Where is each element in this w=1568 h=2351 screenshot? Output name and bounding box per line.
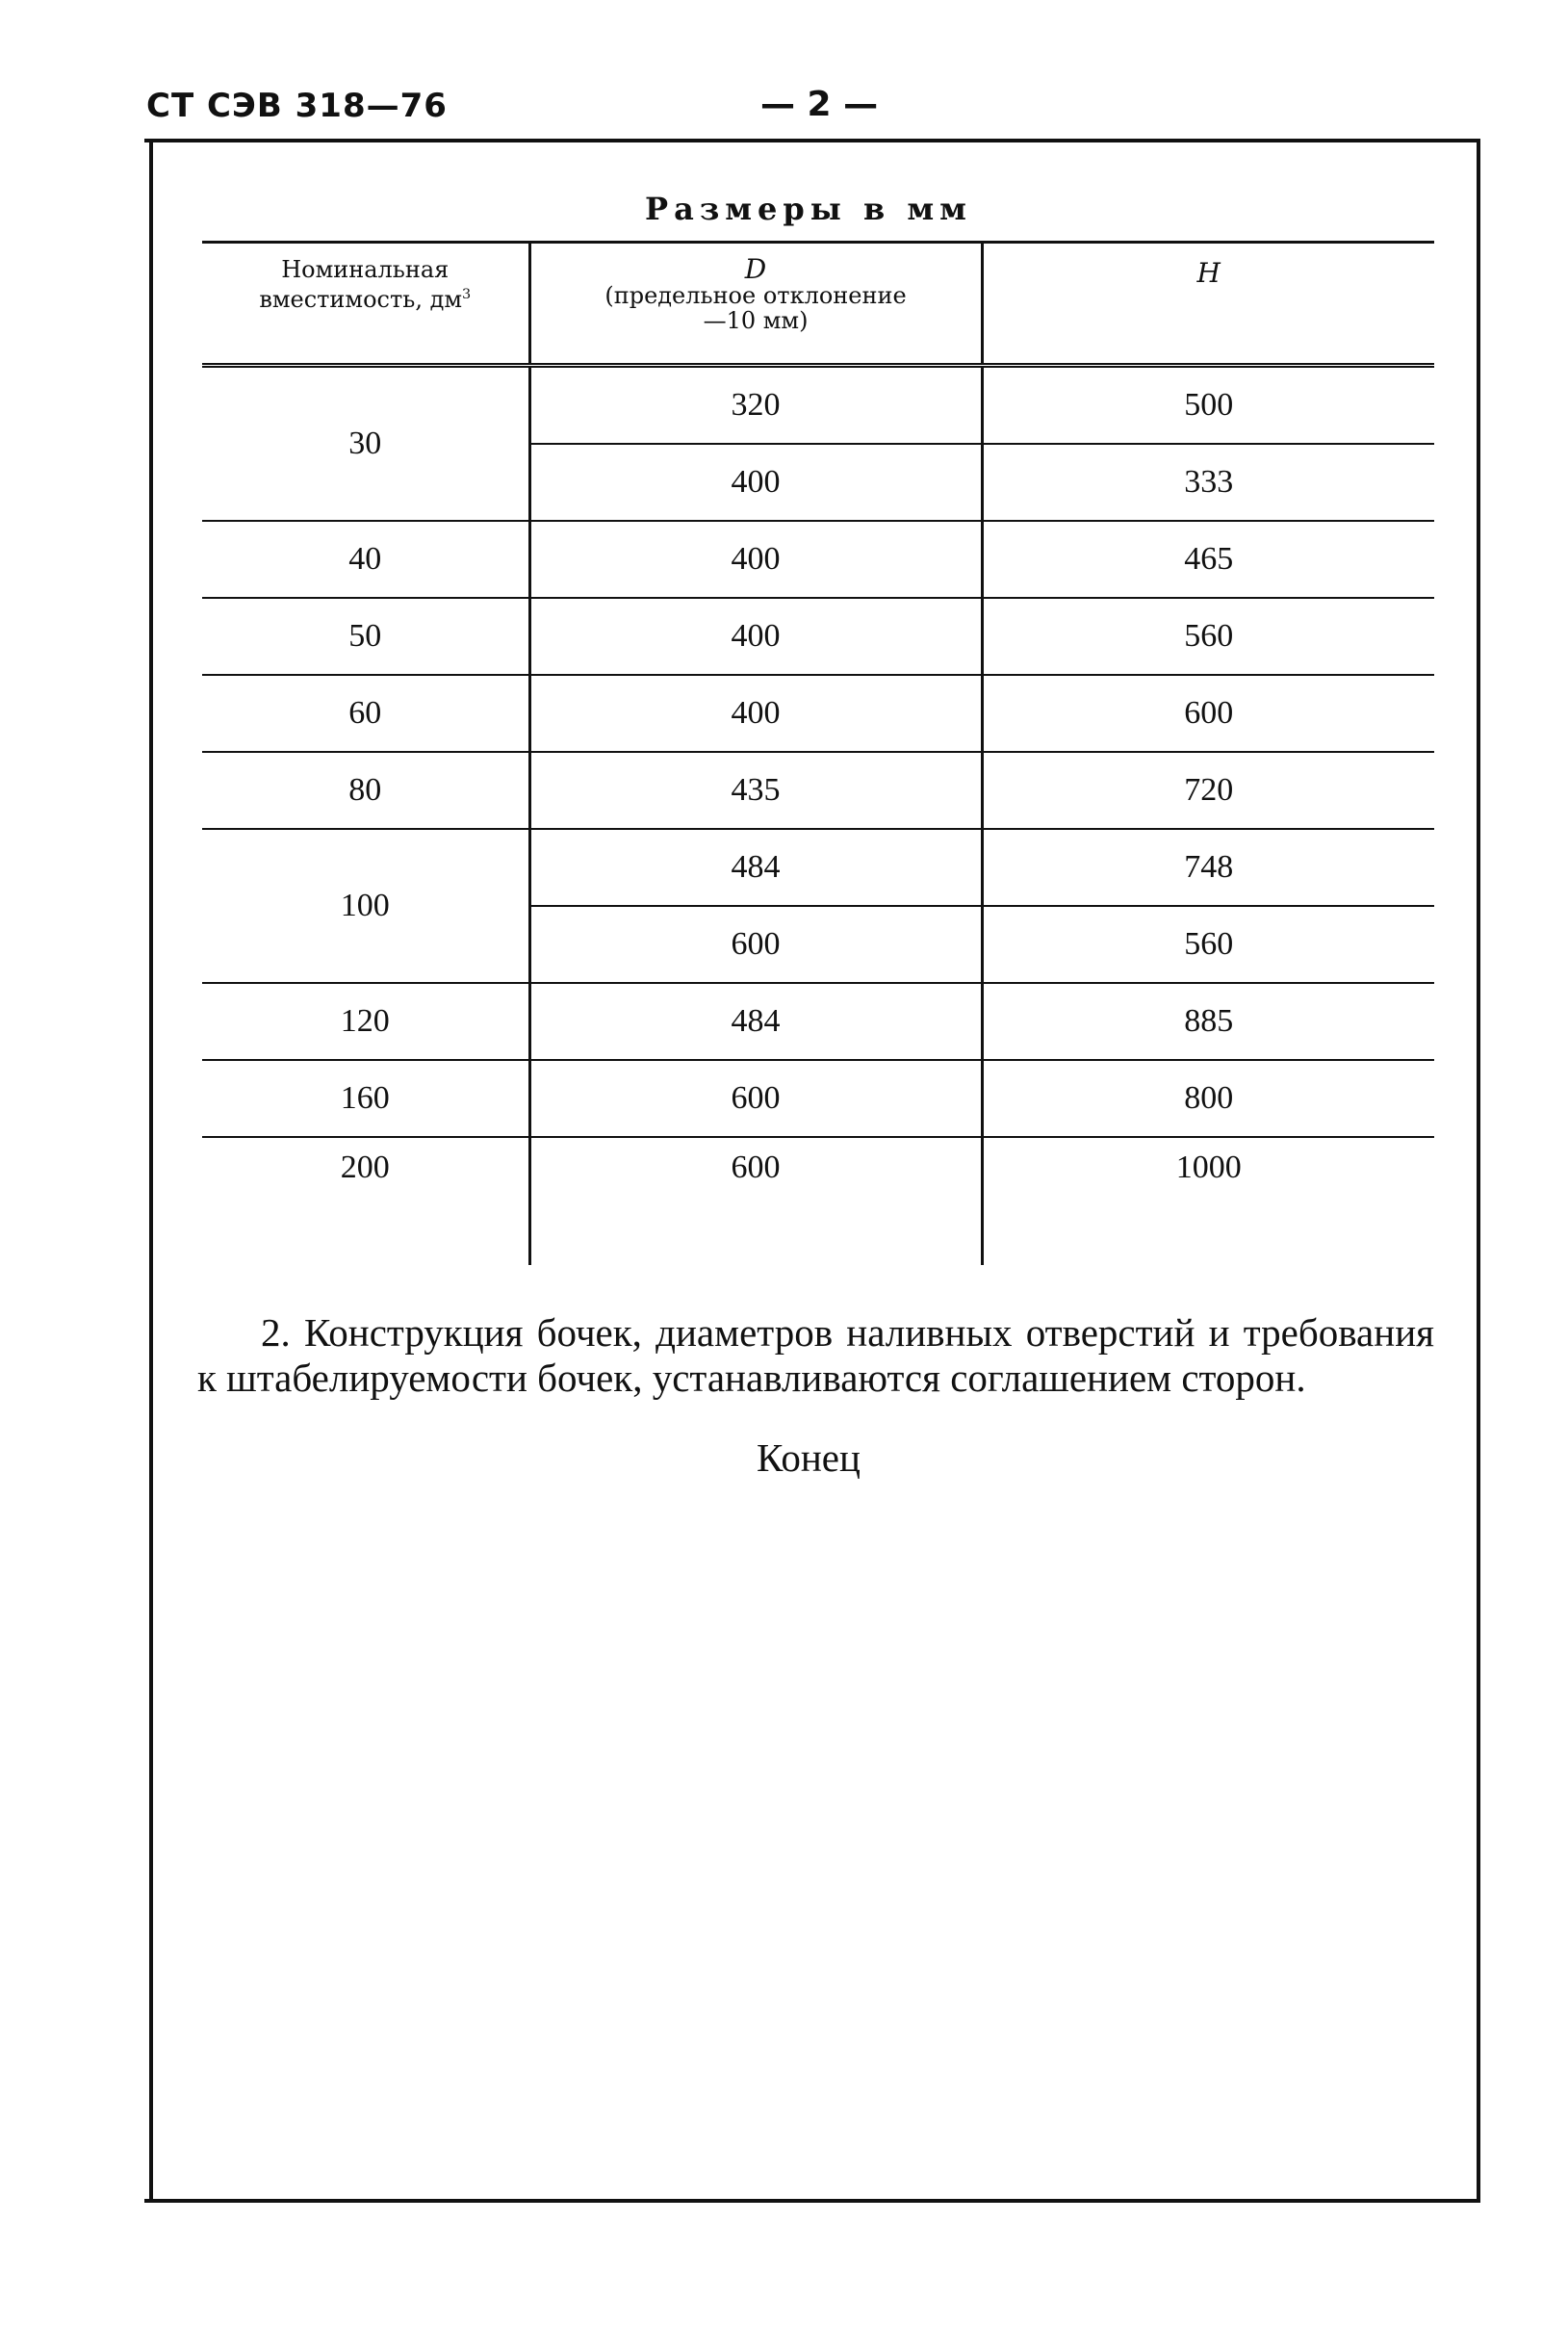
table-tail-cell	[982, 1227, 1434, 1265]
table-row	[202, 366, 1434, 445]
table-tail-row	[202, 1227, 1434, 1265]
table-row	[202, 1060, 1434, 1137]
height-column-header: H	[982, 243, 1434, 366]
diameter-cell: 400	[529, 444, 982, 521]
diameter-cell: 400	[529, 675, 982, 752]
table-row	[202, 1137, 1434, 1227]
document-code: СТ СЭВ 318—76	[146, 87, 448, 125]
capacity-cell: 30	[202, 366, 529, 522]
height-cell: 500	[982, 366, 1434, 445]
capacity-column-header	[202, 243, 529, 366]
capacity-cell: 60	[202, 675, 529, 752]
diameter-cell: 484	[529, 983, 982, 1060]
diameter-cell: 484	[529, 829, 982, 906]
diameter-cell: 435	[529, 752, 982, 829]
page-number: — 2 —	[760, 85, 879, 124]
frame-right-rule	[1477, 139, 1480, 2203]
height-cell: 1000	[1175, 1150, 1242, 1185]
diameter-tolerance-line-2: —10 мм)	[703, 307, 809, 334]
table-header-row	[202, 243, 1434, 366]
height-cell: 885	[982, 983, 1434, 1060]
height-cell: 560	[982, 598, 1434, 675]
table-row	[202, 521, 1434, 598]
diameter-symbol: D	[744, 253, 767, 285]
capacity-cell: 200	[202, 1137, 529, 1227]
capacity-header-unit-power: 3	[462, 287, 472, 302]
capacity-cell: 80	[202, 752, 529, 829]
table-tail-cell	[202, 1227, 529, 1265]
height-cell: 748	[982, 829, 1434, 906]
height-cell: 600	[982, 675, 1434, 752]
capacity-cell: 50	[202, 598, 529, 675]
diameter-cell: 600	[529, 1060, 982, 1137]
table-row	[202, 752, 1434, 829]
table-tail-cell	[529, 1227, 982, 1265]
body-paragraph: 2. Конструкция бочек, диаметров наливных отверстий и требования к штабелируемости бочек, устанавливаются соглашением сторон.	[197, 1310, 1434, 1400]
height-cell: 720	[982, 752, 1434, 829]
capacity-cell: 160	[202, 1060, 529, 1137]
capacity-cell: 120	[202, 983, 529, 1060]
capacity-cell: 100	[202, 829, 529, 983]
diameter-cell: 320	[529, 366, 982, 445]
height-cell: 560	[982, 906, 1434, 983]
table-row	[202, 598, 1434, 675]
frame-bottom-rule	[144, 2199, 1480, 2203]
table-caption: Размеры в мм	[645, 191, 972, 227]
height-cell: 465	[982, 521, 1434, 598]
frame-top-rule	[144, 139, 1480, 142]
end-marker: Конец	[757, 1435, 861, 1480]
capacity-header-label: Номинальная вместимость, дм	[259, 256, 463, 313]
capacity-cell: 40	[202, 521, 529, 598]
diameter-column-header	[529, 243, 982, 366]
height-cell: 333	[982, 444, 1434, 521]
height-cell: 800	[982, 1060, 1434, 1137]
diameter-cell: 400	[529, 598, 982, 675]
diameter-cell: 600	[529, 1137, 982, 1227]
diameter-tolerance-line-1: (предельное отклонение	[604, 282, 907, 309]
table-row	[202, 829, 1434, 906]
diameter-cell: 600	[529, 906, 982, 983]
diameter-cell: 400	[529, 521, 982, 598]
table-row	[202, 675, 1434, 752]
table-row	[202, 983, 1434, 1060]
frame-left-rule	[149, 139, 153, 2203]
dimensions-table	[202, 241, 1434, 1265]
